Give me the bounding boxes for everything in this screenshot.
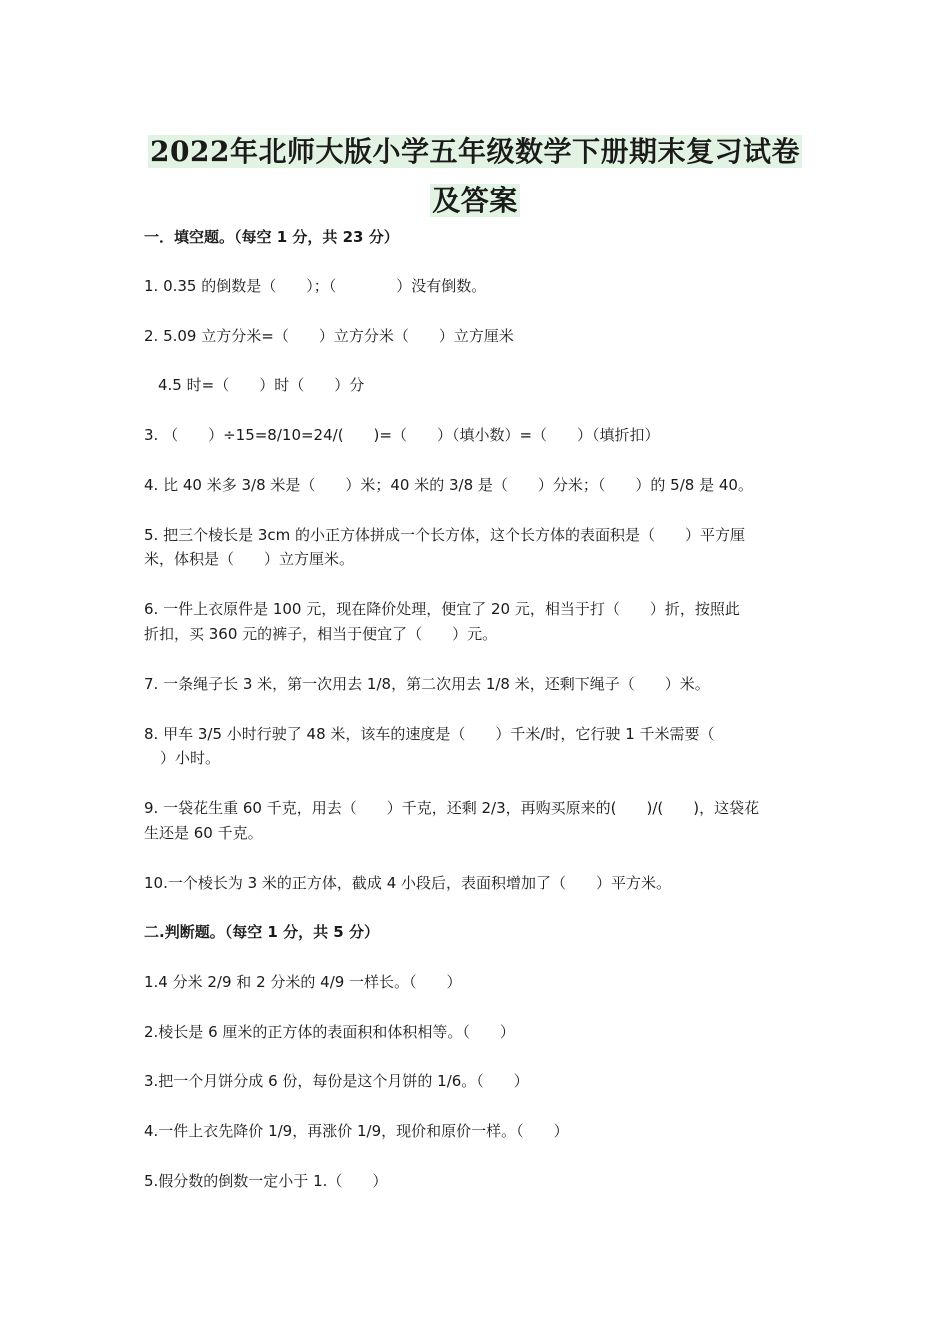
question-line: 10.一个棱长为 3 米的正方体，截成 4 小段后，表面积增加了（ ）平方米。 bbox=[144, 874, 672, 892]
question-line: 5.假分数的倒数一定小于 1.（ ） bbox=[144, 1172, 388, 1190]
question-line: 8. 甲车 3/5 小时行驶了 48 米，该车的速度是（ ）千米/时，它行驶 1 千米需要（ bbox=[144, 725, 715, 743]
document-title-line1 bbox=[0, 132, 950, 172]
question-line: 3. （ ）÷15=8/10=24/( )=（ ）（填小数）=（ ）（填折扣） bbox=[144, 426, 660, 444]
question-line: 4. 比 40 米多 3/8 米是（ ）米；40 米的 3/8 是（ ）分米；（ ）的 5/8 是 40。 bbox=[144, 476, 753, 494]
question-line: 1.4 分米 2/9 和 2 分米的 4/9 一样长。（ ） bbox=[144, 973, 462, 991]
question-line: 6. 一件上衣原件是 100 元，现在降价处理，便宜了 20 元，相当于打（ ）折，按照此 bbox=[144, 600, 740, 618]
question-line: ）小时。 bbox=[160, 749, 221, 767]
question-line: 折扣，买 360 元的裤子，相当于便宜了（ ）元。 bbox=[144, 625, 498, 643]
title-text-1: 2022年北师大版小学五年级数学下册期末复习试卷 bbox=[150, 135, 800, 168]
question-line: 2. 5.09 立方分米=（ ）立方分米（ ）立方厘米 bbox=[144, 327, 514, 345]
question-line: 1. 0.35 的倒数是（ ）；（ ）没有倒数。 bbox=[144, 277, 487, 295]
question-line: 5. 把三个棱长是 3cm 的小正方体拼成一个长方体，这个长方体的表面积是（ ）平方厘 bbox=[144, 526, 746, 544]
question-line: 9. 一袋花生重 60 千克，用去（ ）千克，还剩 2/3，再购买原来的( )/( )，这袋花 bbox=[144, 799, 760, 817]
question-line: 7. 一条绳子长 3 米，第一次用去 1/8，第二次用去 1/8 米，还剩下绳子（ ）米。 bbox=[144, 675, 710, 693]
document-title-line2 bbox=[0, 181, 950, 221]
question-line: 2.棱长是 6 厘米的正方体的表面积和体积相等。（ ） bbox=[144, 1023, 515, 1041]
question-line: 米，体积是（ ）立方厘米。 bbox=[144, 550, 355, 568]
question-line: 3.把一个月饼分成 6 份，每份是这个月饼的 1/6。（ ） bbox=[144, 1072, 529, 1090]
title-text-2: 及答案 bbox=[432, 184, 518, 217]
question-line: 生还是 60 千克。 bbox=[144, 824, 263, 842]
section-heading-fill-blank: 一．填空题。（每空 1 分，共 23 分） bbox=[144, 228, 399, 246]
question-line: 4.5 时=（ ）时（ ）分 bbox=[158, 376, 365, 394]
question-line: 4.一件上衣先降价 1/9，再涨价 1/9，现价和原价一样。（ ） bbox=[144, 1122, 569, 1140]
section-heading-true-false: 二.判断题。（每空 1 分，共 5 分） bbox=[144, 923, 379, 941]
